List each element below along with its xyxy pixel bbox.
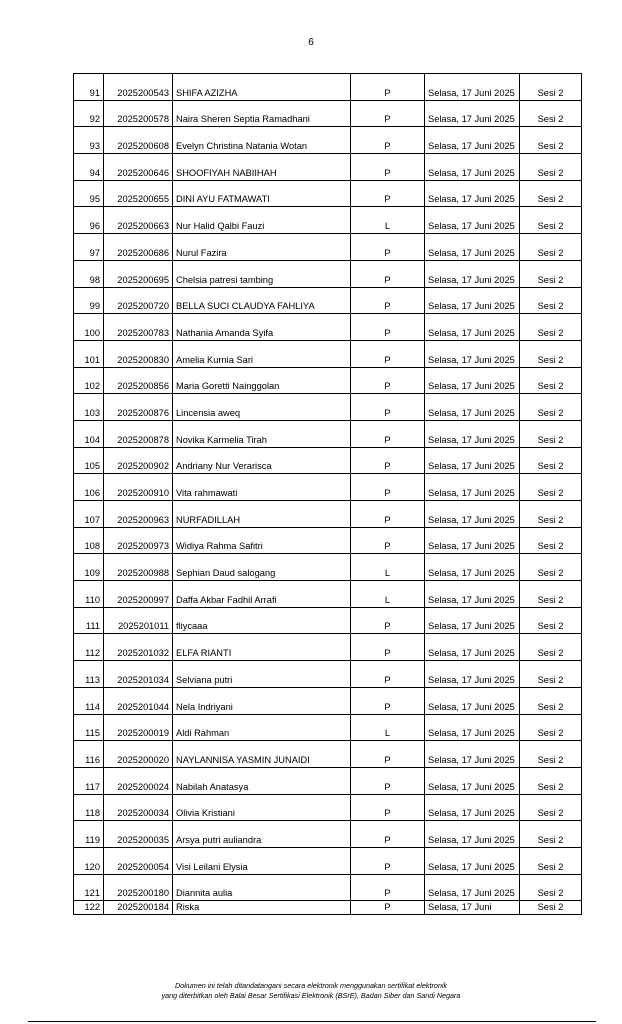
session-cell: Sesi 2	[520, 527, 582, 554]
exam-date-cell: Selasa, 17 Juni 2025	[425, 501, 520, 528]
participant-name-cell: Nurul Fazira	[173, 234, 351, 261]
gender-cell: P	[351, 661, 425, 688]
session-cell: Sesi 2	[520, 260, 582, 287]
registration-number-cell: 2025200608	[104, 127, 173, 154]
table-row	[74, 154, 582, 181]
footer-signature-note	[0, 981, 622, 1001]
session-cell: Sesi 2	[520, 821, 582, 848]
registration-number-cell: 2025200988	[104, 554, 173, 581]
page-number: 6	[308, 37, 314, 48]
session-cell: Sesi 2	[520, 154, 582, 181]
gender-cell: P	[351, 794, 425, 821]
exam-date-cell: Selasa, 17 Juni 2025	[425, 661, 520, 688]
gender-cell: P	[351, 741, 425, 768]
row-number-cell: 120	[74, 847, 104, 874]
gender-cell: P	[351, 501, 425, 528]
participant-name-cell: BELLA SUCI CLAUDYA FAHLIYA	[173, 287, 351, 314]
table-row	[74, 821, 582, 848]
participant-name-cell: Naira Sheren Septia Ramadhani	[173, 100, 351, 127]
row-number-cell: 117	[74, 767, 104, 794]
exam-date-cell: Selasa, 17 Juni 2025	[425, 180, 520, 207]
session-cell: Sesi 2	[520, 687, 582, 714]
table-row	[74, 474, 582, 501]
table-row	[74, 367, 582, 394]
registration-number-cell: 2025200720	[104, 287, 173, 314]
registration-number-cell: 2025200543	[104, 74, 173, 101]
participant-name-cell: Andriany Nur Verarisca	[173, 447, 351, 474]
participant-name-cell: Aldi Rahman	[173, 714, 351, 741]
gender-cell: P	[351, 367, 425, 394]
footer-divider	[28, 1021, 596, 1022]
registration-number-cell: 2025200963	[104, 501, 173, 528]
row-number-cell: 115	[74, 714, 104, 741]
session-cell: Sesi 2	[520, 714, 582, 741]
gender-cell: P	[351, 74, 425, 101]
session-cell: Sesi 2	[520, 287, 582, 314]
exam-date-cell: Selasa, 17 Juni 2025	[425, 367, 520, 394]
registration-number-cell: 2025200997	[104, 581, 173, 608]
row-number-cell: 106	[74, 474, 104, 501]
participant-name-cell: Novika Karmelia Tirah	[173, 420, 351, 447]
table-row	[74, 501, 582, 528]
registration-number-cell: 2025200184	[104, 901, 173, 915]
session-cell: Sesi 2	[520, 420, 582, 447]
row-number-cell: 112	[74, 634, 104, 661]
row-number-cell: 110	[74, 581, 104, 608]
table-row	[74, 74, 582, 101]
participant-name-cell: Evelyn Christina Natania Wotan	[173, 127, 351, 154]
table-row	[74, 847, 582, 874]
table-row	[74, 340, 582, 367]
exam-date-cell: Selasa, 17 Juni	[425, 901, 520, 915]
table-row	[74, 714, 582, 741]
table-row	[74, 554, 582, 581]
gender-cell: P	[351, 287, 425, 314]
table-row	[74, 314, 582, 341]
row-number-cell: 97	[74, 234, 104, 261]
participant-name-cell: Nur Halid Qalbi Fauzi	[173, 207, 351, 234]
gender-cell: P	[351, 234, 425, 261]
registration-number-cell: 2025201044	[104, 687, 173, 714]
registration-number-cell: 2025200910	[104, 474, 173, 501]
participant-name-cell: Amelia Kurnia Sari	[173, 340, 351, 367]
row-number-cell: 119	[74, 821, 104, 848]
table-row	[74, 794, 582, 821]
registration-number-cell: 2025200878	[104, 420, 173, 447]
row-number-cell: 95	[74, 180, 104, 207]
gender-cell: L	[351, 714, 425, 741]
table-row	[74, 661, 582, 688]
exam-date-cell: Selasa, 17 Juni 2025	[425, 554, 520, 581]
exam-date-cell: Selasa, 17 Juni 2025	[425, 447, 520, 474]
exam-date-cell: Selasa, 17 Juni 2025	[425, 394, 520, 421]
table-row	[74, 767, 582, 794]
footer-line-1: Dokumen ini telah ditandatangani secara elektronik menggunakan sertifikat elektronik	[174, 981, 448, 990]
exam-date-cell: Selasa, 17 Juni 2025	[425, 100, 520, 127]
table-row	[74, 207, 582, 234]
session-cell: Sesi 2	[520, 314, 582, 341]
exam-date-cell: Selasa, 17 Juni 2025	[425, 260, 520, 287]
exam-date-cell: Selasa, 17 Juni 2025	[425, 527, 520, 554]
row-number-cell: 96	[74, 207, 104, 234]
registration-number-cell: 2025200034	[104, 794, 173, 821]
registration-number-cell: 2025200655	[104, 180, 173, 207]
row-number-cell: 114	[74, 687, 104, 714]
participant-name-cell: Daffa Akbar Fadhil Arrafi	[173, 581, 351, 608]
participant-name-cell: ELFA RIANTI	[173, 634, 351, 661]
registration-number-cell: 2025200578	[104, 100, 173, 127]
footer-line-2: yang diterbitkan oleh Balai Besar Sertifikasi Elektronik (BSrE), Badan Siber dan Sandi Negara	[161, 991, 461, 1000]
row-number-cell: 104	[74, 420, 104, 447]
participant-name-cell: Selviana putri	[173, 661, 351, 688]
gender-cell: P	[351, 634, 425, 661]
row-number-cell: 107	[74, 501, 104, 528]
gender-cell: P	[351, 394, 425, 421]
participant-table-body	[74, 74, 582, 915]
session-cell: Sesi 2	[520, 901, 582, 915]
registration-number-cell: 2025200902	[104, 447, 173, 474]
registration-number-cell: 2025201032	[104, 634, 173, 661]
exam-date-cell: Selasa, 17 Juni 2025	[425, 340, 520, 367]
participant-name-cell: Diannita aulia	[173, 874, 351, 901]
exam-date-cell: Selasa, 17 Juni 2025	[425, 634, 520, 661]
exam-date-cell: Selasa, 17 Juni 2025	[425, 714, 520, 741]
exam-date-cell: Selasa, 17 Juni 2025	[425, 767, 520, 794]
session-cell: Sesi 2	[520, 661, 582, 688]
registration-number-cell: 2025200973	[104, 527, 173, 554]
registration-number-cell: 2025200646	[104, 154, 173, 181]
session-cell: Sesi 2	[520, 127, 582, 154]
row-number-cell: 100	[74, 314, 104, 341]
gender-cell: P	[351, 420, 425, 447]
row-number-cell: 105	[74, 447, 104, 474]
gender-cell: L	[351, 554, 425, 581]
registration-number-cell: 2025200035	[104, 821, 173, 848]
gender-cell: P	[351, 874, 425, 901]
registration-number-cell: 2025200856	[104, 367, 173, 394]
registration-number-cell: 2025200663	[104, 207, 173, 234]
participant-name-cell: Olivia Kristiani	[173, 794, 351, 821]
row-number-cell: 118	[74, 794, 104, 821]
exam-date-cell: Selasa, 17 Juni 2025	[425, 127, 520, 154]
row-number-cell: 101	[74, 340, 104, 367]
table-row	[74, 607, 582, 634]
gender-cell: P	[351, 474, 425, 501]
registration-number-cell: 2025200054	[104, 847, 173, 874]
session-cell: Sesi 2	[520, 847, 582, 874]
row-number-cell: 103	[74, 394, 104, 421]
participant-name-cell: Sephian Daud salogang	[173, 554, 351, 581]
gender-cell: P	[351, 314, 425, 341]
gender-cell: P	[351, 901, 425, 915]
session-cell: Sesi 2	[520, 741, 582, 768]
exam-date-cell: Selasa, 17 Juni 2025	[425, 874, 520, 901]
row-number-cell: 111	[74, 607, 104, 634]
row-number-cell: 122	[74, 901, 104, 915]
table-row	[74, 260, 582, 287]
participant-name-cell: Visi Leilani Elysia	[173, 847, 351, 874]
table-row	[74, 527, 582, 554]
participant-name-cell: SHIFA AZIZHA	[173, 74, 351, 101]
participant-name-cell: Maria Goretti Nainggolan	[173, 367, 351, 394]
participant-name-cell: Lincensia aweq	[173, 394, 351, 421]
table-row	[74, 180, 582, 207]
table-row	[74, 127, 582, 154]
session-cell: Sesi 2	[520, 74, 582, 101]
table-row	[74, 447, 582, 474]
table-row	[74, 634, 582, 661]
participant-name-cell: Widiya Rahma Safitri	[173, 527, 351, 554]
table-row	[74, 741, 582, 768]
table-row	[74, 100, 582, 127]
participant-name-cell: Arsya putri auliandra	[173, 821, 351, 848]
table-row	[74, 687, 582, 714]
table-row	[74, 287, 582, 314]
gender-cell: L	[351, 581, 425, 608]
row-number-cell: 99	[74, 287, 104, 314]
session-cell: Sesi 2	[520, 874, 582, 901]
row-number-cell: 92	[74, 100, 104, 127]
row-number-cell: 94	[74, 154, 104, 181]
session-cell: Sesi 2	[520, 501, 582, 528]
gender-cell: P	[351, 340, 425, 367]
registration-number-cell: 2025200180	[104, 874, 173, 901]
gender-cell: P	[351, 447, 425, 474]
row-number-cell: 113	[74, 661, 104, 688]
registration-number-cell: 2025200876	[104, 394, 173, 421]
exam-date-cell: Selasa, 17 Juni 2025	[425, 607, 520, 634]
participant-name-cell: fliycaaa	[173, 607, 351, 634]
exam-date-cell: Selasa, 17 Juni 2025	[425, 687, 520, 714]
session-cell: Sesi 2	[520, 340, 582, 367]
gender-cell: P	[351, 847, 425, 874]
session-cell: Sesi 2	[520, 554, 582, 581]
participant-name-cell: NAYLANNISA YASMIN JUNAIDI	[173, 741, 351, 768]
gender-cell: P	[351, 687, 425, 714]
gender-cell: P	[351, 607, 425, 634]
gender-cell: P	[351, 527, 425, 554]
registration-number-cell: 2025200830	[104, 340, 173, 367]
session-cell: Sesi 2	[520, 207, 582, 234]
row-number-cell: 116	[74, 741, 104, 768]
participant-table	[73, 73, 582, 915]
session-cell: Sesi 2	[520, 634, 582, 661]
participant-name-cell: DINI AYU FATMAWATI	[173, 180, 351, 207]
session-cell: Sesi 2	[520, 100, 582, 127]
table-row	[74, 234, 582, 261]
table-row	[74, 874, 582, 901]
session-cell: Sesi 2	[520, 474, 582, 501]
session-cell: Sesi 2	[520, 367, 582, 394]
row-number-cell: 109	[74, 554, 104, 581]
exam-date-cell: Selasa, 17 Juni 2025	[425, 234, 520, 261]
exam-date-cell: Selasa, 17 Juni 2025	[425, 420, 520, 447]
session-cell: Sesi 2	[520, 394, 582, 421]
session-cell: Sesi 2	[520, 180, 582, 207]
exam-date-cell: Selasa, 17 Juni 2025	[425, 581, 520, 608]
session-cell: Sesi 2	[520, 767, 582, 794]
participant-name-cell: SHOOFIYAH NABIIHAH	[173, 154, 351, 181]
registration-number-cell: 2025200019	[104, 714, 173, 741]
participant-name-cell: Nela Indriyani	[173, 687, 351, 714]
gender-cell: P	[351, 821, 425, 848]
registration-number-cell: 2025201011	[104, 607, 173, 634]
exam-date-cell: Selasa, 17 Juni 2025	[425, 207, 520, 234]
row-number-cell: 93	[74, 127, 104, 154]
session-cell: Sesi 2	[520, 234, 582, 261]
participant-name-cell: Riska	[173, 901, 351, 915]
exam-date-cell: Selasa, 17 Juni 2025	[425, 741, 520, 768]
participant-name-cell: Nabilah Anatasya	[173, 767, 351, 794]
registration-number-cell: 2025200020	[104, 741, 173, 768]
session-cell: Sesi 2	[520, 447, 582, 474]
exam-date-cell: Selasa, 17 Juni 2025	[425, 794, 520, 821]
session-cell: Sesi 2	[520, 581, 582, 608]
participant-name-cell: Vita rahmawati	[173, 474, 351, 501]
session-cell: Sesi 2	[520, 607, 582, 634]
gender-cell: P	[351, 100, 425, 127]
registration-number-cell: 2025201034	[104, 661, 173, 688]
gender-cell: P	[351, 260, 425, 287]
gender-cell: P	[351, 154, 425, 181]
table-row	[74, 901, 582, 915]
gender-cell: L	[351, 207, 425, 234]
exam-date-cell: Selasa, 17 Juni 2025	[425, 314, 520, 341]
registration-number-cell: 2025200695	[104, 260, 173, 287]
exam-date-cell: Selasa, 17 Juni 2025	[425, 847, 520, 874]
exam-date-cell: Selasa, 17 Juni 2025	[425, 821, 520, 848]
participant-name-cell: Chelsia patresi tambing	[173, 260, 351, 287]
gender-cell: P	[351, 127, 425, 154]
session-cell: Sesi 2	[520, 794, 582, 821]
registration-number-cell: 2025200024	[104, 767, 173, 794]
exam-date-cell: Selasa, 17 Juni 2025	[425, 474, 520, 501]
exam-date-cell: Selasa, 17 Juni 2025	[425, 287, 520, 314]
registration-number-cell: 2025200783	[104, 314, 173, 341]
exam-date-cell: Selasa, 17 Juni 2025	[425, 154, 520, 181]
table-row	[74, 420, 582, 447]
row-number-cell: 121	[74, 874, 104, 901]
gender-cell: P	[351, 767, 425, 794]
row-number-cell: 91	[74, 74, 104, 101]
row-number-cell: 98	[74, 260, 104, 287]
participant-name-cell: Nathania Amanda Syifa	[173, 314, 351, 341]
gender-cell: P	[351, 180, 425, 207]
registration-number-cell: 2025200686	[104, 234, 173, 261]
table-row	[74, 581, 582, 608]
row-number-cell: 108	[74, 527, 104, 554]
participant-name-cell: NURFADILLAH	[173, 501, 351, 528]
row-number-cell: 102	[74, 367, 104, 394]
table-row	[74, 394, 582, 421]
exam-date-cell: Selasa, 17 Juni 2025	[425, 74, 520, 101]
